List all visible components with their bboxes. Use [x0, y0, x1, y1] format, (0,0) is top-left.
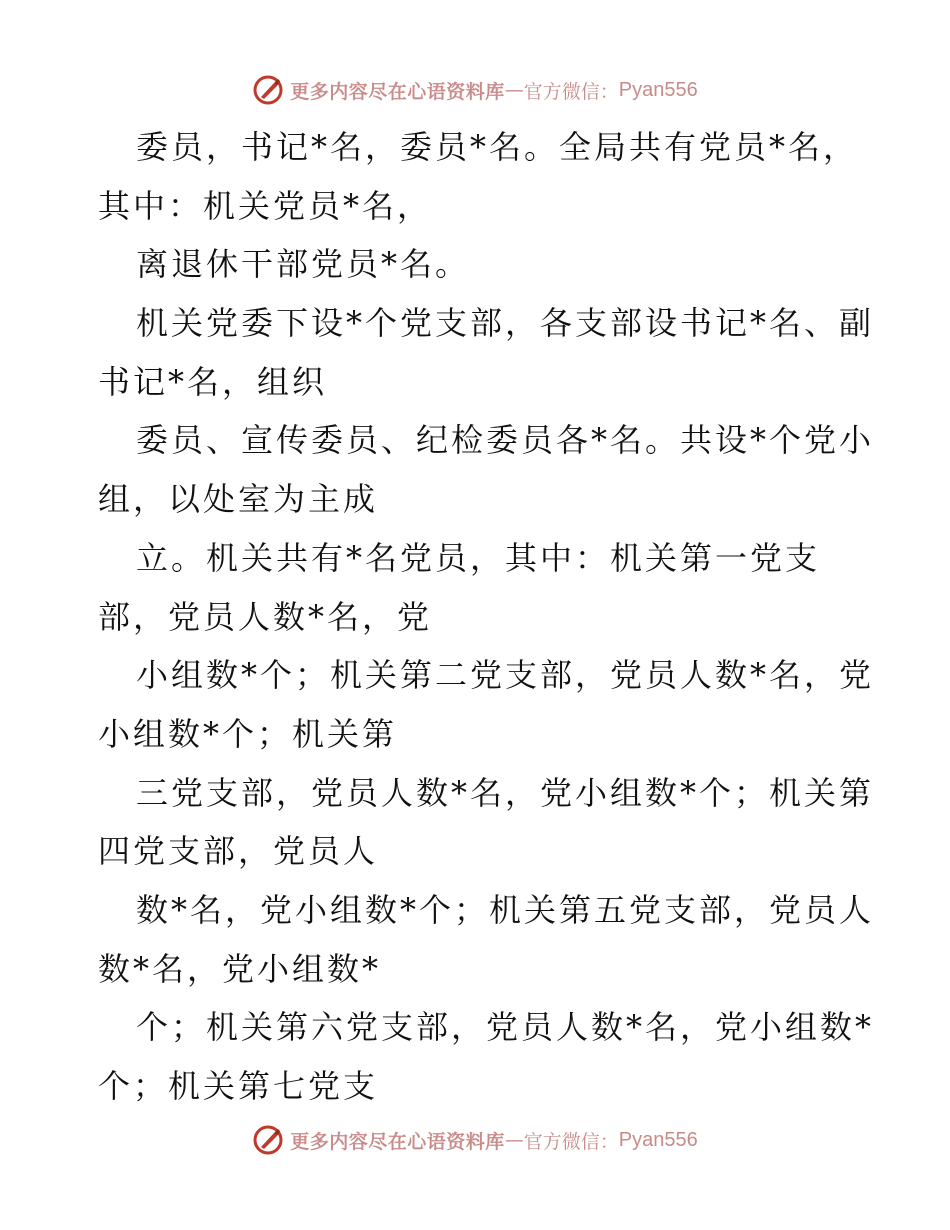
header-wechat-label: 官方微信：: [523, 80, 619, 103]
text-line: 书记*名，组织: [98, 362, 328, 401]
text-line: 四党支部，党员人: [98, 832, 379, 871]
header-banner: [0, 70, 950, 110]
footer-site-name: 更多内容尽在心语资料库: [290, 1130, 505, 1153]
text-line: 离退休干部党员*名。: [136, 245, 471, 284]
text-line: 小组数*个；机关第二党支部，党员人数*名，党: [136, 656, 875, 695]
text-line: 个；机关第七党支: [98, 1067, 379, 1105]
text-line: 数*名，党小组数*: [98, 949, 382, 988]
footer-banner: [0, 1120, 950, 1160]
text-line: 三党支部，党员人数*名，党小组数*个；机关第: [136, 773, 875, 812]
text-line: 部，党员人数*名，党: [98, 597, 433, 636]
text-line: 委员，书记*名，委员*名。全局共有党员*名，: [136, 128, 859, 166]
text-line: 小组数*个；机关第: [98, 714, 398, 753]
text-line: 个；机关第六党支部，党员人数*名，党小组数*: [136, 1008, 875, 1047]
text-line: 立。机关共有*名党员，其中：机关第一党支: [136, 538, 821, 577]
document-body: [98, 118, 875, 1116]
text-line: 组，以处室为主成: [98, 480, 379, 519]
header-site-name: 更多内容尽在心语资料库: [290, 80, 505, 103]
text-line: 数*名，党小组数*个；机关第五党支部，党员人: [136, 890, 875, 929]
pen-logo-icon: [252, 1124, 284, 1156]
footer-separator: —: [504, 1129, 524, 1151]
footer-wechat-label: 官方微信：: [523, 1130, 619, 1153]
header-wechat-id: Pyan556: [618, 78, 698, 101]
text-line: 其中：机关党员*名，: [98, 186, 433, 225]
footer-wechat-id: Pyan556: [618, 1128, 698, 1151]
header-separator: —: [504, 79, 524, 101]
text-line: 机关党委下设*个党支部，各支部设书记*名、副: [136, 304, 875, 343]
pen-logo-icon: [252, 74, 284, 106]
text-line: 委员、宣传委员、纪检委员各*名。共设*个党小: [136, 421, 875, 460]
